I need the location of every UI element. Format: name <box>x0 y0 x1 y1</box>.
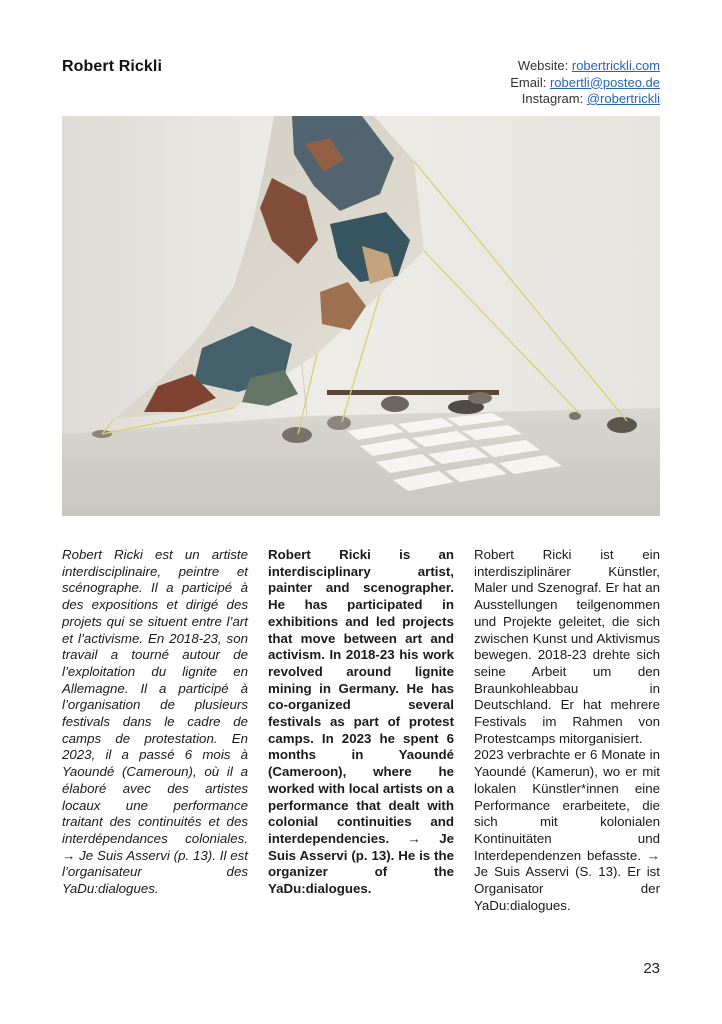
email-line <box>340 75 660 92</box>
page-number: 23 <box>643 960 660 977</box>
website-link[interactable]: robertrickli.com <box>571 58 660 73</box>
bio-german-paragraph-1: Robert Ricki ist ein interdisziplinärer Künstler, Maler und Szenograf. Er hat an Ausstellungen teilgenommen und Projekte geleitet, die sich zwischen Kunst und Aktivismus bewegen. 2018-23 drehte sich seine Arbeit um den Braunkohleabbau in Deutschland. Er hat mehrere Festivals im Rahmen von Protestcamps mitorganisiert. <box>474 547 660 746</box>
bio-english-text: Robert Ricki is an interdisciplinary artist, painter and scenographer. He has participated in exhibitions and led projects that move between art and activism. In 2018-23 his work revolved around lignite mining in Germany. He has co-organized several festivals as part of protest camps. In 2023 he spent 6 months in Yaoundé (Cameroon), where he worked with local artists on a performance that dealt with colonial continuities and interdependencies. → Je Suis Asservi (p. 13). He is the organizer of the YaDu:dialogues. <box>268 547 454 897</box>
bio-german <box>474 547 660 914</box>
email-link[interactable]: robertli@posteo.de <box>549 74 660 90</box>
instagram-label: Instagram: <box>521 91 584 106</box>
email-label: Email: <box>510 74 547 90</box>
bio-french-text: Robert Ricki est un artiste interdisciplinaire, peintre et scénographe. Il a participé à des expositions et dirigé des projets qui se situent entre l’art et l’activisme. En 2018-23, son travail a tourné autour de l’exploitation du lignite en Allemagne. Il a participé à l’organisation de plusieurs festivals dans le cadre de camps de protestation. En 2023, il a passé 6 mois à Yaoundé (Cameroun), où il a élaboré avec des artistes locaux une performance traitant des continuités et des interdépendances coloniales. → Je Suis Asservi (p. 13). Il est l’organisateur des YaDu:dialogues. <box>62 547 248 897</box>
website-line <box>340 58 660 75</box>
bio-english <box>268 547 454 898</box>
instagram-line <box>340 91 660 108</box>
bio-french <box>62 547 248 898</box>
artist-name: Robert Rickli <box>62 58 162 75</box>
website-label: Website: <box>517 58 569 73</box>
contact-block <box>340 58 660 108</box>
instagram-link[interactable]: @robertrickli <box>586 91 660 106</box>
bio-german-paragraph-2: 2023 verbrachte er 6 Monate in Yaoundé (Kamerun), wo er mit lokalen Künstler*innen eine Performance erarbeitete, die sich mit kolonialen Kontinuitäten und Interdependenzen befasste. → Je Suis Asservi (S. 13). Er ist Organisator der YaDu:dialogues. <box>474 747 660 913</box>
installation-photo <box>62 116 660 516</box>
